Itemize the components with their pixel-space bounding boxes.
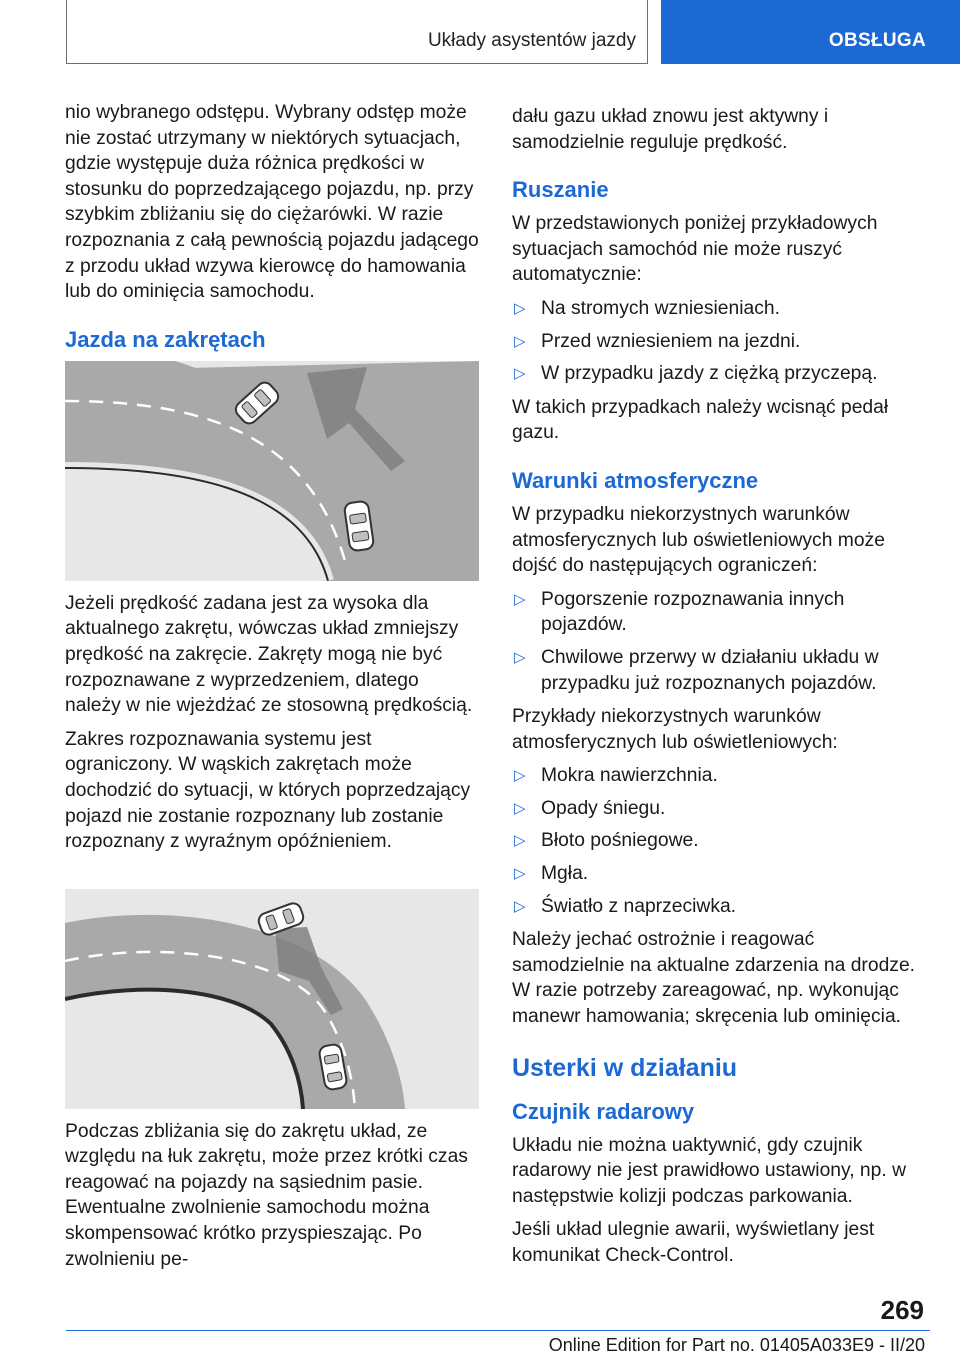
right-column	[512, 104, 932, 1277]
triangle-bullet-icon: ▷	[514, 832, 526, 850]
paragraph: W przedstawionych poniżej przykładowych sytuacjach samochód nie może ruszyć automatycznie:	[512, 213, 878, 286]
triangle-bullet-icon: ▷	[514, 767, 526, 785]
footer-edition	[0, 1335, 925, 1356]
list-item: ▷ Światło z naprzeciwka.	[512, 894, 932, 920]
triangle-bullet-icon: ▷	[514, 799, 526, 817]
heading-weather: Warunki atmosferyczne	[512, 467, 759, 493]
paragraph: Należy jechać ostrożnie i reagować samodzielnie na aktualne zdarzenia na drodze. W razie potrzeby zareagować, np. wykonując manewr hamowania; skręcenia lub ominięcia.	[512, 929, 916, 1028]
header-chapter-label: OBSŁUGA	[828, 30, 926, 51]
heading-radar: Czujnik radarowy	[512, 1098, 695, 1124]
left-column	[65, 100, 479, 1280]
list-item: ▷ Błoto pośniegowe.	[512, 828, 932, 854]
heading-start: Ruszanie	[512, 177, 609, 203]
list-item: ▷ Pogorszenie rozpoznawania innych pojazdów.	[514, 588, 845, 636]
list-limitations	[512, 587, 932, 696]
list-item: ▷ Mokra nawierzchnia.	[512, 763, 932, 789]
list-item: ▷ Na stromych wzniesieniach.	[512, 296, 932, 322]
list-weather-examples	[512, 763, 932, 919]
footer-edition-text: Online Edition for Part no. 01405A033E9 - II/20	[548, 1335, 925, 1355]
heading-faults: Usterki w działaniu	[512, 1053, 738, 1082]
header-chapter-tab	[661, 0, 960, 64]
list-item: ▷ Przed wzniesieniem na jezdni.	[512, 329, 932, 355]
header-section-title: Układy asystentów jazdy	[427, 30, 636, 51]
list-start-conditions	[512, 296, 932, 387]
paragraph: Układu nie można uaktywnić, gdy czujnik radarowy nie jest prawidłowo ustawiony, np. w następstwie kolizji podczas parkowania.	[512, 1134, 907, 1207]
triangle-bullet-icon: ▷	[514, 648, 526, 666]
curve-illustration-1	[65, 361, 479, 581]
triangle-bullet-icon: ▷	[514, 897, 526, 915]
paragraph: Podczas zbliżania się do zakrętu układ, ze względu na łuk zakrętu, może przez krótki czas reagować na pojazdy na sąsiednim pasie. Ewentualne zwolnienie samochodu można skompensować krótko przyspieszając. Po zwolnieniu pe-	[65, 1120, 468, 1270]
curve-illustration-2	[65, 889, 479, 1109]
paragraph: Jeżeli prędkość zadana jest za wysoka dla aktualnego zakrętu, wówczas układ zmniejszy prędkość na zakręcie. Zakręty mogą nie być rozpoznawane z wyprzedzeniem, dlatego należy w nie wjeżdżać ze stosowną prędkością.	[65, 592, 473, 717]
paragraph: Zakres rozpoznawania systemu jest ograniczony. W wąskich zakrętach może dochodzić do sytuacji, w których poprzedzający pojazd nie zostanie rozpoznany lub zostanie rozpoznany z wyraźnym opóźnieniem.	[65, 728, 471, 853]
list-item: ▷ Mgła.	[512, 861, 932, 887]
triangle-bullet-icon: ▷	[514, 365, 526, 383]
paragraph: Jeśli układ ulegnie awarii, wyświetlany jest komunikat Check-Control.	[512, 1219, 875, 1266]
paragraph: dału gazu układ znowu jest aktywny i samodzielnie reguluje prędkość.	[512, 106, 829, 153]
paragraph: W takich przypadkach należy wcisnąć pedał gazu.	[512, 396, 889, 444]
triangle-bullet-icon: ▷	[514, 865, 526, 883]
paragraph: Przykłady niekorzystnych warunków atmosferycznych lub oświetleniowych:	[512, 706, 838, 753]
paragraph: nio wybranego odstępu. Wybrany odstęp może nie zostać utrzymany w niektórych sytuacjach, gdzie występuje duża różnica prędkości w stosunku do poprzedzającego pojazdu, np. przy szybkim zbliżaniu się do ciężarówki. W razie rozpoznania z całą pewnością pojazdu jadącego z przodu układ wzywa kierowcę do hamowania lub do ominięcia samochodu.	[65, 102, 479, 303]
list-item: ▷ Opady śniegu.	[512, 796, 932, 822]
heading-curves: Jazda na zakrętach	[65, 326, 266, 352]
triangle-bullet-icon: ▷	[514, 332, 526, 350]
triangle-bullet-icon: ▷	[514, 299, 526, 317]
list-item: ▷ W przypadku jazdy z ciężką przyczepą.	[512, 361, 932, 387]
list-item: ▷ Chwilowe przerwy w działaniu układu w przypadku już rozpoznanych pojazdów.	[514, 646, 879, 694]
paragraph: W przypadku niekorzystnych warunków atmosferycznych lub oświetleniowych może dojść do następujących ograniczeń:	[512, 503, 885, 577]
footer-rule	[66, 1330, 930, 1331]
page-number: 269	[880, 1295, 924, 1325]
triangle-bullet-icon: ▷	[514, 590, 526, 608]
